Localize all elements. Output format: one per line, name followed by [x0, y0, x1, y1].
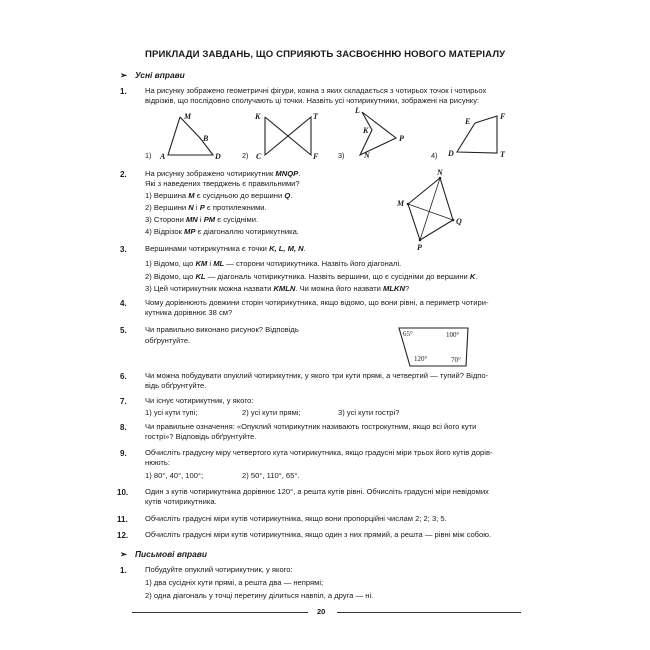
task-2-option-2 — [145, 203, 267, 214]
t2o3-b: і — [199, 215, 202, 224]
task-9-number: 9. — [120, 449, 127, 458]
t2o1-v: M — [188, 191, 195, 200]
t3o3-w: MLKN — [383, 284, 405, 293]
footer-rule-left — [132, 612, 308, 613]
task-8-text-line2: гострі»? Відповідь обґрунтуйте. — [145, 432, 257, 441]
task-11-number: 11. — [117, 515, 128, 524]
fig2-vertex-f: F — [313, 152, 319, 161]
footer-rule-right — [337, 612, 521, 613]
task-2-option-3 — [145, 215, 258, 226]
fig1-vertex-m: M — [184, 112, 192, 121]
arrow-bullet-icon: ➢ — [120, 70, 128, 80]
task-4-number: 4. — [120, 299, 127, 308]
t3-text: Вершинами чотирикутника є точки — [145, 244, 267, 253]
task-7-option-1: 1) усі кути тупі; — [145, 408, 198, 417]
t3o2-b: — діагональ чотирикутника. Назвіть вершини, що є сусідніми до вершини — [207, 272, 468, 281]
t2o3-c: є сусідніми. — [217, 215, 259, 224]
fig3-vertex-l: L — [355, 106, 360, 115]
mnqp-vertex-p: P — [417, 243, 422, 252]
written-task-1-number: 1. — [120, 566, 127, 575]
mnqp-vertex-n: N — [437, 168, 443, 177]
task-10-text-line2: кутів чотирикутника. — [145, 497, 217, 506]
t3o1-c: — сторони чотирикутника. Назвіть його діагоналі. — [226, 259, 402, 268]
task-3-text — [145, 244, 306, 255]
task-3-number: 3. — [120, 245, 127, 254]
t3o2-v: KL — [195, 272, 206, 281]
task-9-text-line1: Обчисліть градусну міру четвертого кута чотирикутника, якщо градусні міри трьох його кутів дорів- — [145, 448, 493, 457]
task-5-text-line1: Чи правильно виконано рисунок? Відповідь — [145, 325, 299, 334]
page-number: 20 — [317, 607, 326, 616]
fig3-vertex-p: P — [399, 134, 404, 143]
t2o4-v: MP — [184, 227, 196, 236]
t2o1-w: Q — [284, 191, 291, 200]
oral-heading-text: Усні вправи — [135, 70, 185, 80]
arrow-bullet-icon: ➢ — [120, 549, 128, 559]
task-1-text-line2: відрізків, що послідовно сполучають ці точки. Назвіть усі чотирикутники, зображені на рисунку: — [145, 96, 480, 105]
task-5-number: 5. — [120, 326, 127, 335]
t3-points: K, L, M, N — [269, 244, 304, 253]
t2o2-b: і — [195, 203, 198, 212]
t3o1-w: ML — [213, 259, 225, 268]
figure-2-shape — [265, 117, 311, 155]
fig4-vertex-f: F — [500, 112, 506, 121]
fig2-vertex-t: T — [313, 112, 318, 121]
angle-65: 65° — [403, 330, 413, 338]
fig1-vertex-d: D — [215, 152, 221, 161]
task-8-text-line1: Чи правильне означення: «Опуклий чотирикутник називають гострокутним, якщо всі його кути — [145, 422, 477, 431]
fig1-vertex-b: B — [203, 134, 209, 143]
t2o3-w: PM — [203, 215, 216, 224]
fig4-vertex-e: E — [465, 117, 471, 126]
task-1-number: 1. — [120, 87, 127, 96]
t3o2-a: 2) Відомо, що — [145, 272, 194, 281]
page-title: ПРИКЛАДИ ЗАВДАНЬ, ЩО СПРИЯЮТЬ ЗАСВОЄННЮ НОВОГО МАТЕРІАЛУ — [145, 49, 506, 60]
task-2-dot: . — [298, 169, 301, 178]
task-2-text: На рисунку зображено чотирикутник — [145, 169, 274, 178]
written-heading-text: Письмові вправи — [135, 549, 207, 559]
t2o1-c: . — [290, 191, 293, 200]
fig4-vertex-t: T — [500, 150, 505, 159]
quadrilateral-mnqp — [408, 178, 453, 240]
t3o3-v: KMLN — [273, 284, 296, 293]
task-12-text: Обчисліть градусні міри кутів чотирикутника, якщо один з них прямий, а решта — рівні між собою. — [145, 530, 492, 539]
task-2-text-line2: Які з наведених тверджень є правильними? — [145, 179, 300, 188]
fig3-vertex-k: K — [363, 126, 369, 135]
task-7-number: 7. — [120, 397, 127, 406]
written-task-1-text: Побудуйте опуклий чотирикутник, у якого: — [145, 565, 293, 574]
task-2-option-1 — [145, 191, 292, 202]
task-3-option-1 — [145, 259, 401, 270]
angle-70: 70° — [451, 356, 461, 364]
t2o3-a: 3) Сторони — [145, 215, 184, 224]
task-7-option-3: 3) усі кути гострі? — [338, 408, 400, 417]
t2o2-c: є протилежними. — [206, 203, 267, 212]
written-exercises-heading — [120, 549, 207, 559]
mnqp-vertex-m: M — [397, 199, 405, 208]
fig3-vertex-n: N — [364, 151, 370, 160]
t3o3-c: ? — [404, 284, 410, 293]
t2o2-v: N — [188, 203, 194, 212]
figure-3-label: 3) — [338, 151, 345, 160]
task-7-option-2: 2) усі кути прямі; — [242, 408, 301, 417]
t3o3-b: . Чи можна його назвати — [295, 284, 381, 293]
written-task-1-option-1: 1) два сусідніх кути прямі, а решта два — непрямі; — [145, 578, 324, 587]
angle-100: 100° — [446, 331, 460, 339]
t2o3-v: MN — [185, 215, 198, 224]
task-2-number: 2. — [120, 170, 127, 179]
task-1-text-line1: На рисунку зображено геометричні фігури, кожна з яких складається з чотирьох точок і чотирьох — [145, 86, 487, 95]
figure-4-shape — [457, 116, 497, 153]
task-6-number: 6. — [120, 372, 127, 381]
fig2-vertex-k: K — [255, 112, 261, 121]
task-2-text-line1 — [145, 169, 300, 180]
written-task-1-option-2: 2) одна діагональ у точці перетину ділиться навпіл, а друга — ні. — [145, 591, 374, 600]
t2o2-w: P — [199, 203, 205, 212]
task-7-text: Чи існує чотирикутник, у якого: — [145, 396, 254, 405]
t3o3-a: 3) Цей чотирикутник можна назвати — [145, 284, 272, 293]
figure-4-label: 4) — [431, 151, 438, 160]
fig4-vertex-d: D — [448, 149, 454, 158]
figure-2-label: 2) — [242, 151, 249, 160]
t2o1-a: 1) Вершина — [145, 191, 187, 200]
t3o1-v: KM — [195, 259, 208, 268]
mnqp-vertex-q: Q — [456, 217, 462, 226]
task-6-text-line1: Чи можна побудувати опуклий чотирикутник, у якого три кути прямі, а четвертий — тупий? Відпо- — [145, 371, 489, 380]
t2o4-c: є діагоналлю чотирикутника. — [197, 227, 299, 236]
task-3-option-3 — [145, 284, 409, 295]
t2o2-a: 2) Вершини — [145, 203, 187, 212]
task-2-option-4 — [145, 227, 299, 238]
task-3-option-2 — [145, 272, 478, 283]
fig1-vertex-a: A — [160, 152, 166, 161]
angle-120: 120° — [414, 355, 428, 363]
task-9-option-2: 2) 50°, 110°, 65°. — [242, 471, 300, 480]
t3-dot: . — [303, 244, 306, 253]
task-11-text: Обчисліть градусні міри кутів чотирикутника, якщо вони пропорційні числам 2; 2; 3; 5. — [145, 514, 447, 523]
task-5-text-line2: обґрунтуйте. — [145, 336, 191, 345]
task-9-option-1: 1) 80°, 40°, 100°; — [145, 471, 204, 480]
task-9-text-line2: нюють: — [145, 458, 170, 467]
task-4-text-line2: кутника дорівнює 38 см? — [145, 308, 233, 317]
figure-1-label: 1) — [145, 151, 152, 160]
fig2-vertex-c: C — [256, 152, 262, 161]
t3o2-w: K — [469, 272, 476, 281]
task-4-text-line1: Чому дорівнюють довжини сторін чотирикутника, якщо відомо, що вони рівні, а периметр чотири- — [145, 298, 489, 307]
task-12-number: 12. — [117, 531, 129, 540]
task-6-text-line2: відь обґрунтуйте. — [145, 381, 207, 390]
t3o1-a: 1) Відомо, що — [145, 259, 194, 268]
task-10-text-line1: Один з кутів чотирикутника дорівнює 120°, а решта кутів рівні. Обчисліть градусні міри невідомих — [145, 487, 489, 496]
t3o1-b: і — [209, 259, 212, 268]
t3o2-c: . — [475, 272, 478, 281]
task-8-number: 8. — [120, 423, 127, 432]
task-2-quad-name: MNQP — [275, 169, 299, 178]
t2o4-a: 4) Відрізок — [145, 227, 182, 236]
t2o1-b: є сусідньою до вершини — [196, 191, 283, 200]
task-10-number: 10. — [117, 488, 129, 497]
